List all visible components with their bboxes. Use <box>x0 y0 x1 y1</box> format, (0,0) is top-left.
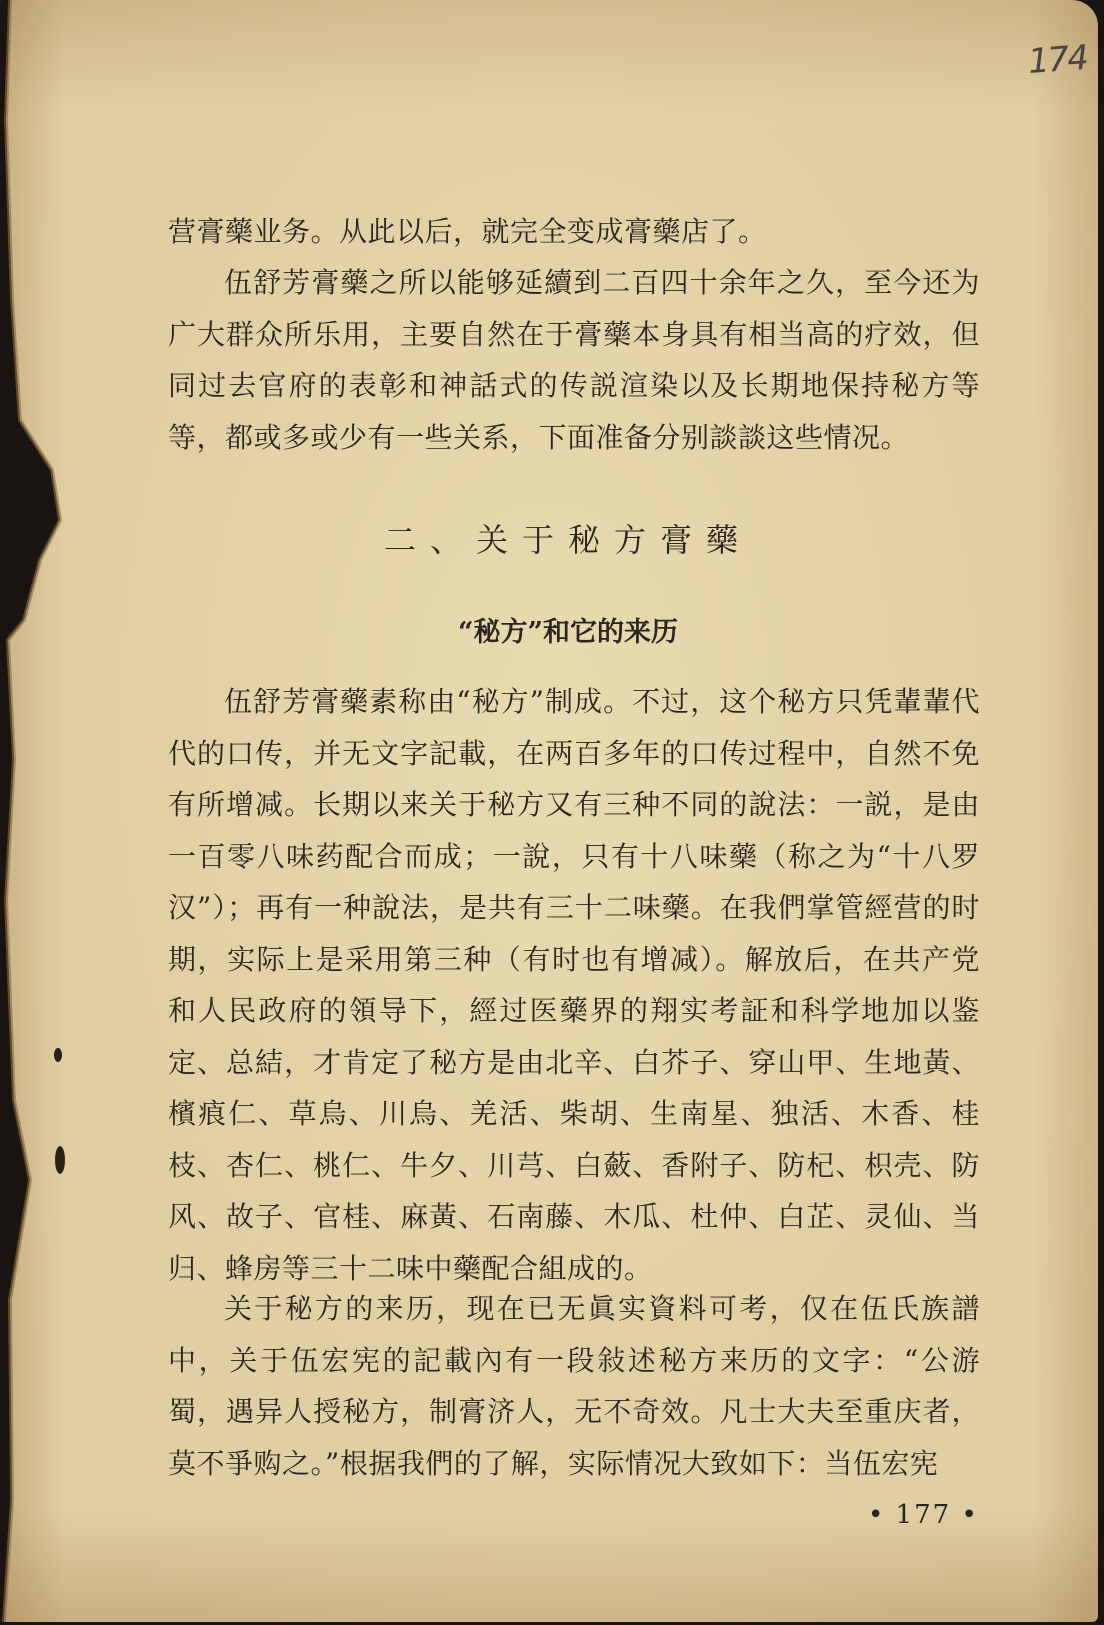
subsection-heading: “秘方”和它的来历 <box>457 617 679 648</box>
section-heading: 二、关于秘方膏藥 <box>383 521 752 559</box>
paragraph-4: 关于秘方的来历，现在已无眞实資料可考，仅在伍氏族譜中，关于伍宏宪的記載內有一段敍述秘方来历的文字：“公游蜀，遇异人授秘方，制膏济人，无不奇效。凡士大夫至重庆者，莫不爭购之。”根据我們的了解，实际情况大致如下：当伍宏宪 <box>168 1292 980 1480</box>
paragraph-3: 伍舒芳膏藥素称由“秘方”制成。不过，这个秘方只凭輩輩代代的口传，并无文字記載，在两百多年的口传过程中，自然不免有所增减。长期以来关于秘方又有三种不同的說法：一説，是由一百零八味药配合而成；一說，只有十八味藥（称之为“十八罗汉”）；再有一种說法，是共有三十二味藥。在我們掌管經营的时期，实际上是采用第三种（有时也有增减）。解放后，在共产党和人民政府的領导下，經过医藥界的翔实考証和科学地加以鉴定、总結，才肯定了秘方是由北辛、白芥子、穿山甲、生地黃、檳㾗仁、草烏、川烏、羌活、柴胡、生南星、独活、木香、桂枝、杏仁、桃仁、牛夕、川芎、白蘞、香附子、防杞、枳壳、防风、故子、官桂、麻黃、石南藤、木瓜、杜仲、白芷、灵仙、当归、蜂房等三十二味中藥配合組成的。 <box>168 685 980 1285</box>
paragraph-1: 营膏藥业务。从此以后，就完全变成膏藥店了。 <box>168 215 767 248</box>
paragraph-2: 伍舒芳膏藥之所以能够延續到二百四十余年之久，至今还为广大群众所乐用，主要自然在于膏藥本身具有相当高的疗效，但同过去官府的表彰和神話式的传説渲染以及长期地保持秘方等等，都或多或少有一些关系，下面准备分别談談这些情况。 <box>168 266 980 454</box>
handwritten-page-number: 174 <box>1026 37 1089 83</box>
torn-left-edge <box>0 0 70 1622</box>
page-number: • 177 • <box>868 1500 979 1530</box>
